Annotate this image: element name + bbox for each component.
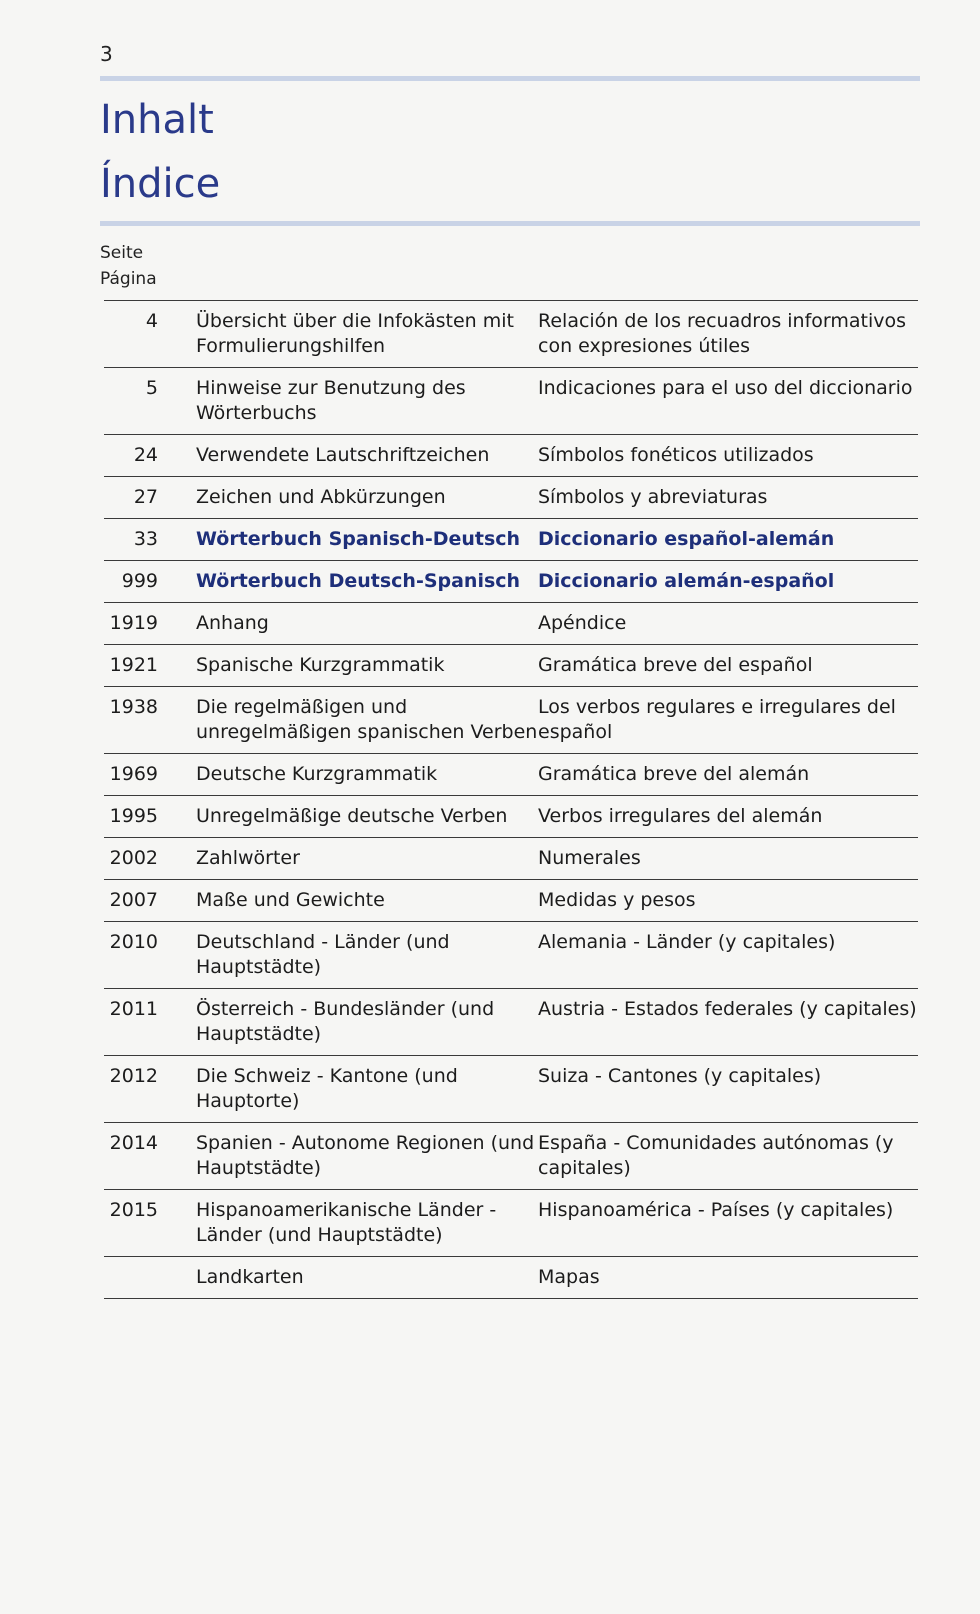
toc-page-number: 2011 <box>109 998 158 1020</box>
toc-page-number: 2015 <box>109 1199 158 1221</box>
page-number: 3 <box>100 42 113 66</box>
toc-title-spanish: Diccionario alemán-español <box>538 570 835 592</box>
toc-title-german: Die Schweiz - Kantone (und Hauptorte) <box>196 1065 458 1112</box>
toc-entry <box>104 300 918 368</box>
toc-title-spanish: Diccionario español-alemán <box>538 528 835 550</box>
toc-title-german: Hinweise zur Benutzung des Wörterbuchs <box>196 377 466 424</box>
toc-title-spanish: Hispanoamérica - Países (y capitales) <box>538 1199 894 1221</box>
toc-title-spanish: Símbolos y abreviaturas <box>538 486 768 508</box>
toc-entry <box>104 1123 918 1190</box>
toc-entry <box>104 989 918 1056</box>
toc-title-spanish: Gramática breve del español <box>538 654 813 676</box>
toc-page-number: 999 <box>121 570 158 592</box>
toc-title-german: Deutsche Kurzgrammatik <box>196 763 438 785</box>
toc-entry <box>104 519 918 561</box>
toc-page-number: 1938 <box>109 696 158 718</box>
toc-entry <box>104 645 918 687</box>
toc-title-german: Die regelmäßigen und unregelmäßigen spanischen Verben <box>196 696 538 743</box>
toc-title-german: Unregelmäßige deutsche Verben <box>196 805 508 827</box>
toc-page-number: 1919 <box>109 612 158 634</box>
toc-title-german: Anhang <box>196 612 269 634</box>
toc-title-german: Zeichen und Abkürzungen <box>196 486 446 508</box>
toc-page-number: 1969 <box>109 763 158 785</box>
toc-title-spanish: Verbos irregulares del alemán <box>538 805 823 827</box>
toc-title-german: Österreich - Bundesländer (und Hauptstädte) <box>196 998 495 1045</box>
toc-page-number: 1921 <box>109 654 158 676</box>
toc-page-number: 24 <box>133 444 158 466</box>
title-rule <box>100 221 920 226</box>
toc-title-german: Übersicht über die Infokästen mit Formulierungshilfen <box>196 310 514 357</box>
toc-entry <box>104 880 918 922</box>
toc-page-number: 2007 <box>109 889 158 911</box>
table-of-contents <box>104 300 918 1299</box>
toc-title-german: Maße und Gewichte <box>196 889 385 911</box>
toc-title-german: Wörterbuch Deutsch-Spanisch <box>196 570 521 592</box>
toc-entry <box>104 754 918 796</box>
toc-title-spanish: Medidas y pesos <box>538 889 696 911</box>
toc-title-german: Landkarten <box>196 1266 304 1288</box>
toc-page-number: 2010 <box>109 931 158 953</box>
toc-page-number: 4 <box>145 310 158 332</box>
title-german: Inhalt <box>100 97 214 143</box>
toc-title-german: Zahlwörter <box>196 847 300 869</box>
toc-title-german: Wörterbuch Spanisch-Deutsch <box>196 528 521 550</box>
toc-title-spanish: Indicaciones para el uso del diccionario <box>538 377 913 399</box>
toc-title-spanish: Relación de los recuadros informativos con expresiones útiles <box>538 310 907 357</box>
title-spanish: Índice <box>100 161 221 207</box>
column-heading <box>100 240 157 292</box>
toc-entry <box>104 561 918 603</box>
toc-title-spanish: Numerales <box>538 847 641 869</box>
toc-title-spanish: Gramática breve del alemán <box>538 763 810 785</box>
column-heading-spanish: Página <box>100 269 157 289</box>
toc-title-german: Hispanoamerikanische Länder - Länder (und Hauptstädte) <box>196 1199 497 1246</box>
toc-entry <box>104 687 918 754</box>
toc-title-spanish: Apéndice <box>538 612 627 634</box>
toc-entry <box>104 603 918 645</box>
toc-title-german: Verwendete Lautschriftzeichen <box>196 444 490 466</box>
toc-entry <box>104 922 918 989</box>
column-heading-german: Seite <box>100 243 144 263</box>
toc-entry <box>104 1257 918 1299</box>
toc-title-spanish: Austria - Estados federales (y capitales) <box>538 998 917 1020</box>
toc-entry <box>104 435 918 477</box>
toc-title-german: Spanien - Autonome Regionen (und Hauptstädte) <box>196 1132 535 1179</box>
toc-page-number: 1995 <box>109 805 158 827</box>
toc-entry <box>104 838 918 880</box>
toc-title-spanish: Alemania - Länder (y capitales) <box>538 931 836 953</box>
toc-entry <box>104 1190 918 1257</box>
toc-title-spanish: Símbolos fonéticos utilizados <box>538 444 814 466</box>
toc-page-number: 2014 <box>109 1132 158 1154</box>
toc-title-spanish: Suiza - Cantones (y capitales) <box>538 1065 822 1087</box>
toc-entry <box>104 368 918 435</box>
toc-title-german: Deutschland - Länder (und Hauptstädte) <box>196 931 450 978</box>
toc-title-german: Spanische Kurzgrammatik <box>196 654 445 676</box>
toc-title-spanish: España - Comunidades autónomas (y capitales) <box>538 1132 894 1179</box>
toc-page-number: 2012 <box>109 1065 158 1087</box>
toc-page-number: 27 <box>133 486 158 508</box>
toc-entry <box>104 796 918 838</box>
header-rule <box>100 76 920 81</box>
toc-page-number: 5 <box>145 377 158 399</box>
toc-entry <box>104 477 918 519</box>
toc-page-number: 2002 <box>109 847 158 869</box>
toc-page-number: 33 <box>133 528 158 550</box>
toc-title-spanish: Mapas <box>538 1266 600 1288</box>
toc-entry <box>104 1056 918 1123</box>
toc-title-spanish: Los verbos regulares e irregulares del español <box>538 696 896 743</box>
